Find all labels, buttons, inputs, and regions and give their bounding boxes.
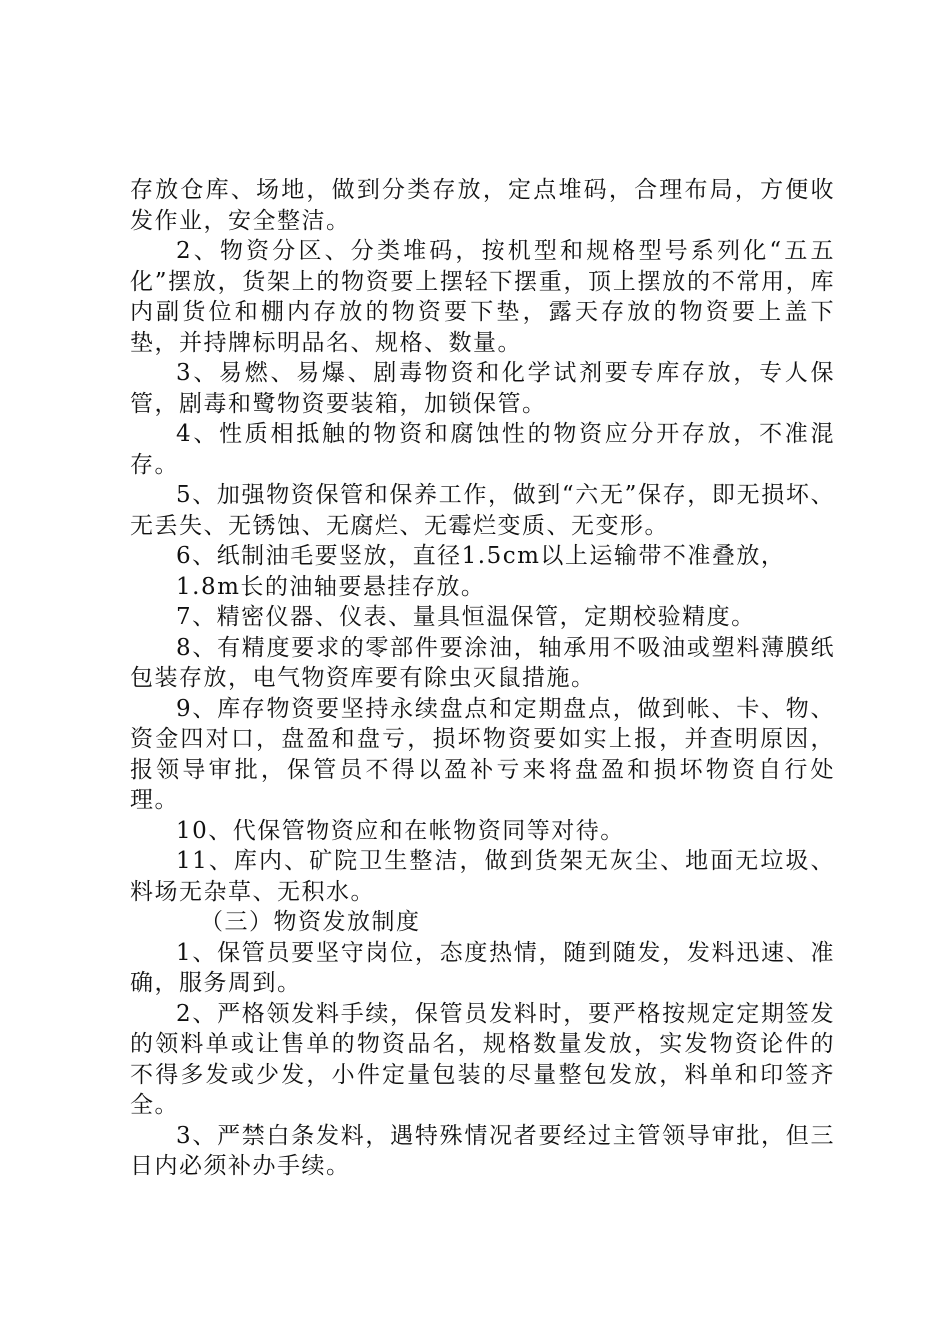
paragraph-item-7: 7、精密仪器、仪表、量具恒温保管，定期校验精度。: [176, 604, 756, 630]
paragraph-item-9: 9、库存物资要坚持永续盘点和定期盘点，做到帐、卡、物、资金四对口，盘盈和盘亏，损坏物资要如实上报，并查明原因，报领导审批，保管员不得以盈补亏来将盘盈和损坏物资自行处理。: [130, 695, 835, 813]
paragraph-distribution-3: 3、严禁白条发料，遇特殊情况者要经过主管领导审批，但三日内必须补办手续。: [130, 1122, 835, 1179]
paragraph-item-4: 4、性质相抵触的物资和腐蚀性的物资应分开存放，不准混存。: [130, 421, 835, 478]
paragraph-intro: 存放仓库、场地，做到分类存放，定点堆码，合理布局，方便收发作业，安全整洁。: [130, 177, 835, 234]
paragraph-item-3: 3、易燃、易爆、剧毒物资和化学试剂要专库存放，专人保管，剧毒和鹭物资要装箱，加锁保管。: [130, 360, 835, 417]
document-body: [130, 175, 835, 1182]
paragraph-distribution-1: 1、保管员要坚守岗位，态度热情，随到随发，发料迅速、准确，服务周到。: [130, 939, 835, 996]
paragraph-distribution-2: 2、严格领发料手续，保管员发料时，要严格按规定定期签发的领料单或让售单的物资品名，规格数量发放，实发物资论件的不得多发或少发，小件定量包装的尽量整包发放，料单和印签齐全。: [130, 1000, 835, 1118]
paragraph-item-5: 5、加强物资保管和保养工作，做到“六无”保存，即无损坏、无丢失、无锈蚀、无腐烂、无霉烂变质、无变形。: [130, 482, 835, 539]
paragraph-item-2: 2、物资分区、分类堆码，按机型和规格型号系列化“五五化”摆放，货架上的物资要上摆轻下摆重，顶上摆放的不常用，库内副货位和棚内存放的物资要下垫，露天存放的物资要上盖下垫，并持牌标明品名、规格、数量。: [130, 238, 835, 356]
paragraph-item-11: 11、库内、矿院卫生整洁，做到货架无灰尘、地面无垃圾、料场无杂草、无积水。: [130, 848, 835, 905]
paragraph-item-6: 6、纸制油毛要竖放，直径1.5cm以上运输带不准叠放，: [176, 543, 786, 569]
paragraph-item-10: 10、代保管物资应和在帐物资同等对待。: [176, 817, 625, 844]
paragraph-item-6-continued: 1.8m长的油轴要悬挂存放。: [176, 573, 486, 600]
section-heading-distribution: （三）物资发放制度: [200, 909, 421, 935]
paragraph-item-8: 8、有精度要求的零部件要涂油，轴承用不吸油或塑料薄膜纸包装存放，电气物资库要有除虫灭鼠措施。: [130, 634, 835, 691]
